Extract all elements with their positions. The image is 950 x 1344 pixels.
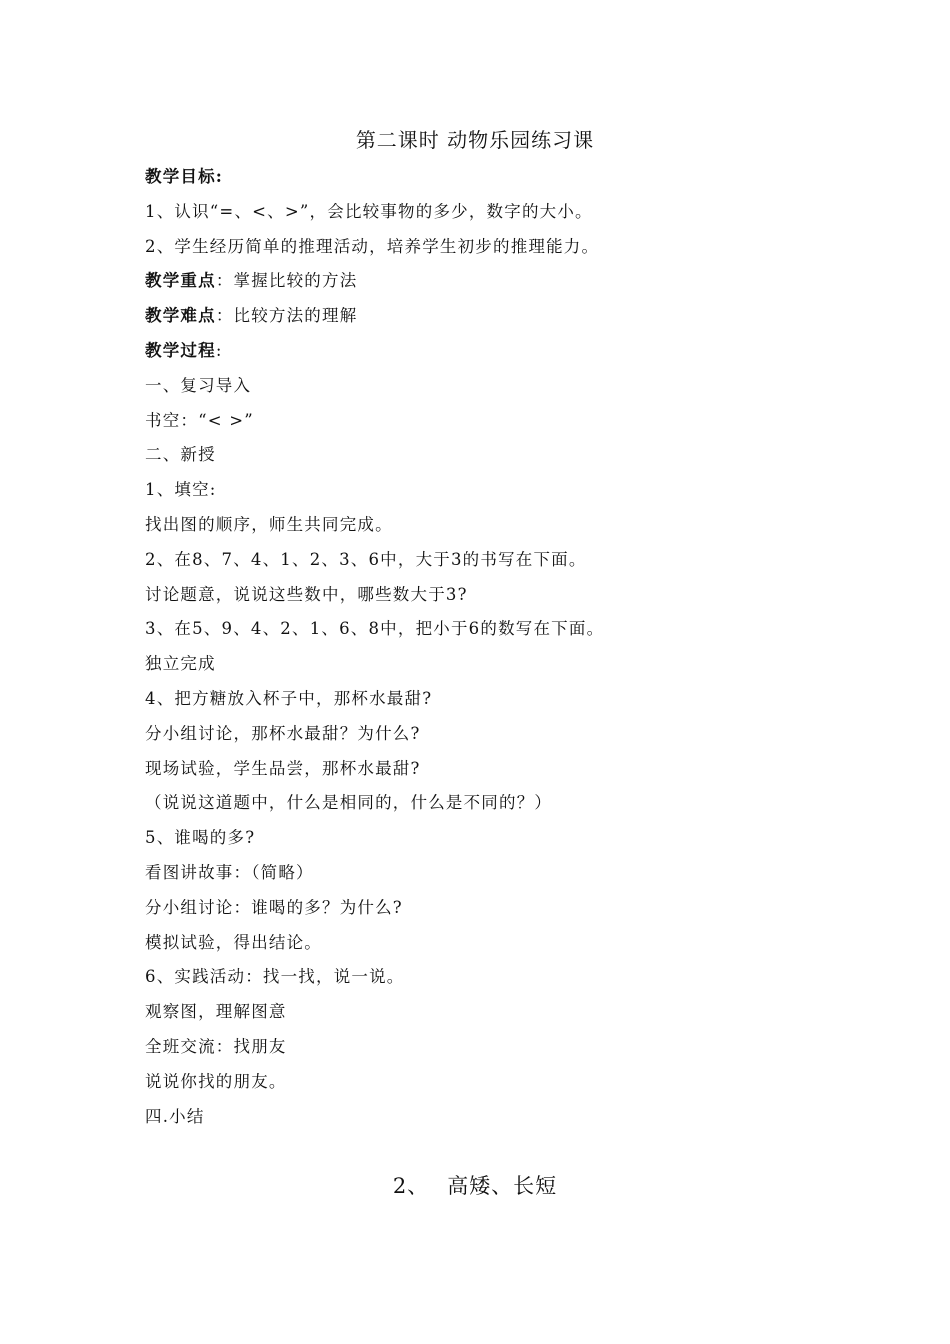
difficulty-label: 教学难点	[145, 306, 216, 326]
next-section-heading	[0, 1170, 950, 1200]
key-point-label: 教学重点	[145, 271, 216, 291]
objective-item: 2、学生经历简单的推理活动，培养学生初步的推理能力。	[145, 236, 600, 256]
key-point-text: ：掌握比较的方法	[215, 271, 358, 291]
step-line: 6、实践活动：找一找，说一说。	[145, 967, 405, 987]
step-line: （说说这道题中，什么是相同的，什么是不同的？）	[145, 793, 553, 813]
lesson-title: 第二课时 动物乐园练习课	[355, 128, 595, 152]
step-line: 2、在8、7、4、1、2、3、6中，大于3的书写在下面。	[145, 549, 587, 569]
process-line	[145, 334, 825, 369]
step-line: 讨论题意，说说这些数中，哪些数大于3?	[145, 584, 468, 604]
step-line: 看图讲故事：（简略）	[145, 862, 314, 882]
step-line: 5、谁喝的多?	[145, 828, 256, 848]
step-line: 独立完成	[145, 654, 216, 674]
step-line: 二、新授	[145, 445, 216, 465]
objective-item: 1、认识“=、<、>”，会比较事物的多少，数字的大小。	[145, 201, 593, 221]
step-line: 一、复习导入	[145, 375, 252, 395]
step-line: 书空：“< >”	[145, 410, 254, 430]
step-line: 1、填空:	[145, 480, 217, 500]
step-line: 四.小结	[145, 1106, 205, 1126]
step-line: 说说你找的朋友。	[145, 1071, 287, 1091]
step-line: 分小组讨论，那杯水最甜？为什么?	[145, 723, 421, 743]
objectives-heading: 教学目标:	[145, 167, 224, 186]
step-line: 现场试验，学生品尝，那杯水最甜?	[145, 758, 421, 778]
step-line: 观察图，理解图意	[145, 1002, 287, 1022]
step-line: 4、把方糖放入杯子中，那杯水最甜?	[145, 688, 433, 708]
process-label: 教学过程	[145, 340, 216, 360]
difficulty-text: ：比较方法的理解	[215, 306, 358, 326]
key-point-line	[145, 264, 825, 299]
step-line: 全班交流：找朋友	[145, 1036, 287, 1056]
process-text: :	[215, 340, 223, 360]
step-line: 找出图的顺序，师生共同完成。	[145, 514, 393, 534]
step-line: 分小组讨论：谁喝的多？为什么?	[145, 897, 403, 917]
next-section-number: 2、	[392, 1174, 430, 1198]
step-line: 模拟试验，得出结论。	[145, 932, 322, 952]
next-section-title: 高矮、长短	[447, 1174, 558, 1198]
lesson-content	[145, 160, 825, 1134]
difficulty-line	[145, 299, 825, 334]
step-line: 3、在5、9、4、2、1、6、8中，把小于6的数写在下面。	[145, 619, 605, 639]
